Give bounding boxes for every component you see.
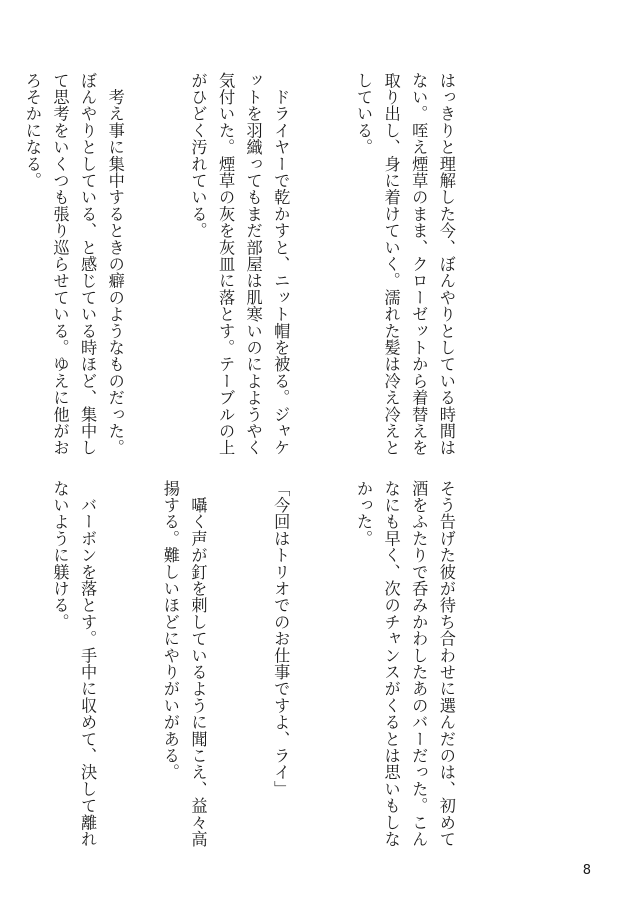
paragraph: 考え事に集中するときの癖のようなものだった。ぼんやりとしている、と感じている時ほど、集中して思考をいくつも張り巡らせている。ゆえに他がおろそかになる。 <box>22 72 125 457</box>
paragraph: ドライヤーで乾かすと、ニット帽を被る。ジャケットを羽織ってもまだ部屋は肌寒いのによようやく気付いた。煙草の灰を灰皿に落とす。テーブルの上がひどく汚れている。 <box>188 72 291 457</box>
paragraph: そう告げた彼が待ち合わせに選んだのは、初めて酒をふたりで呑みかわしたあのバーだった。こんなにも早く、次のチャンスがくるとは思いもしなかった。 <box>354 480 456 848</box>
text-block-bottom <box>0 480 515 848</box>
paragraph: はっきりと理解した今、ぼんやりとしている時間はない。咥え煙草のまま、クローゼットから着替えを取り出し、身に着けていく。濡れた髪は冷え冷えとしている。 <box>354 72 456 457</box>
text-block-top <box>0 72 515 460</box>
paragraph: バーボンを落とす。手中に収めて、決して離れないように躾ける。 <box>50 480 98 848</box>
paragraph: 囁く声が釘を刺しているように聞こえ、益々高揚する。難しいほどにやりがいがある。 <box>160 480 208 848</box>
page-number: 8 <box>582 863 591 878</box>
dialogue-line: 「今回はトリオでのお仕事ですよ、ライ」 <box>271 480 291 798</box>
